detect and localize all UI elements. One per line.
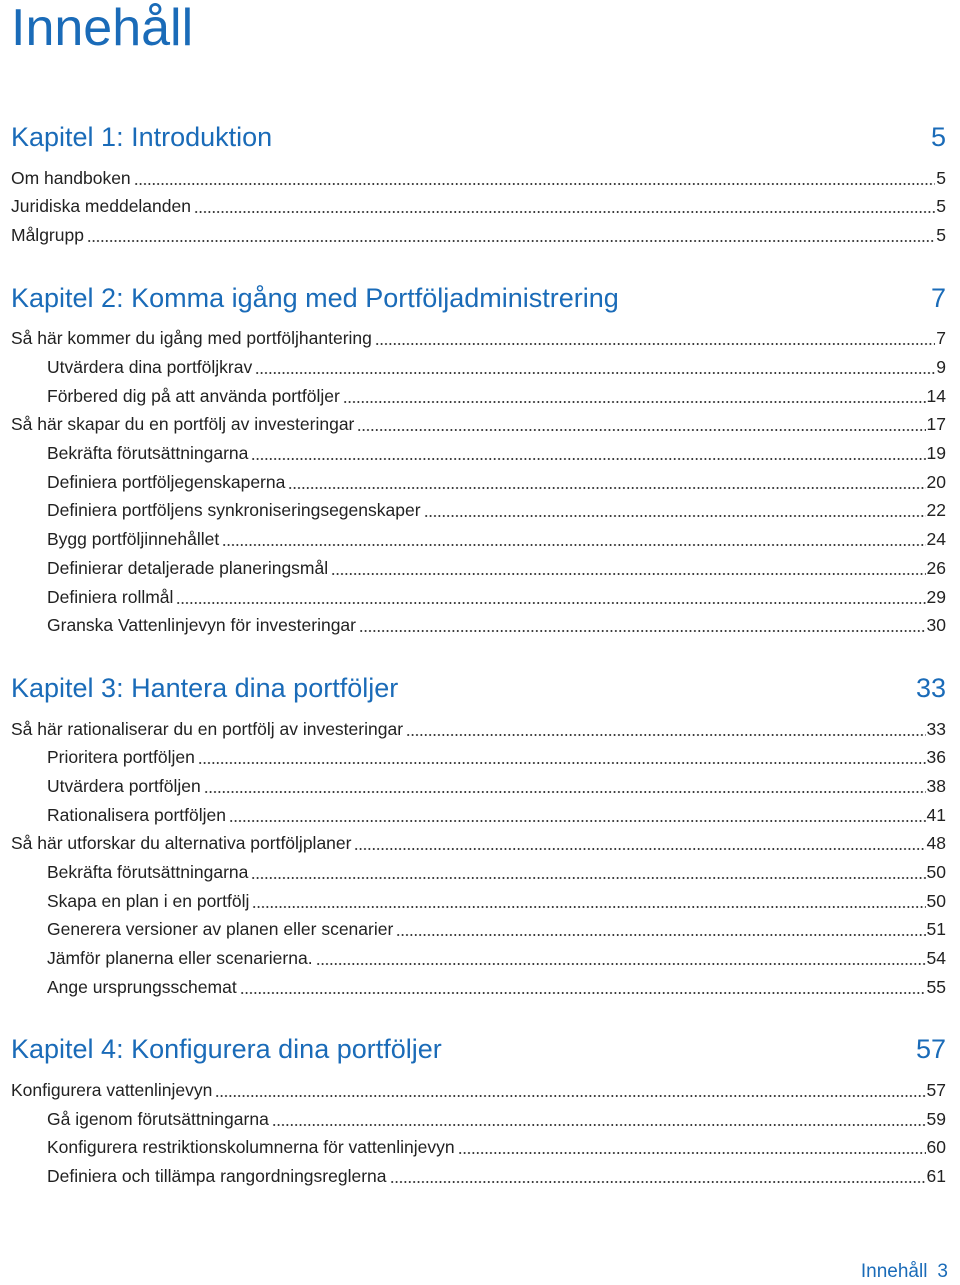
chapter-page: 7 [930,282,946,313]
toc-entry-page: 24 [926,529,946,550]
chapter-section-4 [11,1032,946,1190]
toc-entry[interactable] [11,410,946,439]
toc-entry-page: 33 [926,718,946,739]
toc-entry-label: Prioritera portföljen [47,747,195,768]
dot-leader [251,877,925,879]
chapter-title: Kapitel 3: Hantera dina portföljer [11,672,399,703]
toc-entry-label: Utvärdera portföljen [47,775,201,796]
chapter-title: Kapitel 1: Introduktion [11,122,273,152]
dot-leader [240,992,926,994]
toc-subentry[interactable] [11,496,946,525]
toc-entry[interactable] [11,715,946,744]
chapter-section-1 [11,120,946,250]
toc-subentry[interactable] [11,743,946,772]
dot-leader [375,343,935,345]
dot-leader [288,487,925,489]
toc-entry-label: Så här skapar du en portfölj av investeringar [11,414,355,435]
toc-entry-page: 19 [926,443,946,464]
toc-subentry[interactable] [11,583,946,612]
dot-leader [222,544,925,546]
toc-entry-label: Utvärdera dina portföljkrav [47,357,253,378]
toc-entry-label: Definiera och tillämpa rangordningsreglerna [47,1166,387,1187]
dot-leader [134,183,936,185]
toc-entry-label: Generera versioner av planen eller scenarier [47,919,394,940]
toc-entry-label: Jämför planerna eller scenarierna. [47,948,313,969]
toc-entry-page: 51 [926,919,946,940]
toc-entry-label: Definiera portföljegenskaperna [47,471,286,492]
dot-leader [359,630,926,632]
toc-entry[interactable] [11,221,946,250]
toc-entry-page: 22 [926,500,946,521]
dot-leader [343,401,926,403]
dot-leader [252,906,925,908]
toc-entry-label: Granska Vattenlinjevyn för investeringar [47,615,356,636]
toc-subentry[interactable] [11,915,946,944]
toc-entry-label: Så här rationaliserar du en portfölj av investeringar [11,718,404,739]
toc-subentry[interactable] [11,1133,946,1162]
chapter-section-2 [11,281,946,640]
dot-leader [331,573,925,575]
dot-leader [198,762,926,764]
toc-entry-label: Konfigurera restriktionskolumnerna för vattenlinjevyn [47,1137,455,1158]
toc-entry-page: 7 [936,328,946,349]
dot-leader [396,934,925,936]
dot-leader [251,458,925,460]
toc-entry[interactable] [11,1076,946,1105]
dot-leader [458,1152,926,1154]
chapter-heading-3[interactable] [11,671,946,705]
toc-subentry[interactable] [11,353,946,382]
toc-subentry[interactable] [11,468,946,497]
dot-leader [390,1181,926,1183]
chapter-heading-4[interactable] [11,1032,946,1066]
toc-entry-page: 55 [926,976,946,997]
dot-leader [424,515,926,517]
toc-entry-label: Så här kommer du igång med portföljhantering [11,328,372,349]
toc-subentry[interactable] [11,858,946,887]
toc-entry-page: 54 [926,948,946,969]
chapter-title: Kapitel 4: Konfigurera dina portföljer [11,1034,442,1065]
dot-leader [194,211,935,213]
toc-entry-page: 26 [926,557,946,578]
toc-entry-page: 29 [926,586,946,607]
chapter-page: 5 [930,122,946,152]
dot-leader [215,1095,925,1097]
toc-entry-label: Bekräfta förutsättningarna [47,443,249,464]
chapter-heading-2[interactable] [11,281,946,315]
dot-leader [176,602,925,604]
page-footer [861,1260,948,1284]
toc-entry-label: Rationalisera portföljen [47,804,226,825]
toc-subentry[interactable] [11,944,946,973]
dot-leader [354,848,925,850]
toc-entry-page: 5 [936,196,946,217]
toc-entry-page: 50 [926,890,946,911]
toc-subentry[interactable] [11,887,946,916]
toc-entry-page: 9 [936,357,946,378]
toc-entry-label: Ange ursprungsschemat [47,976,237,997]
toc-subentry[interactable] [11,382,946,411]
toc-subentry[interactable] [11,973,946,1002]
toc-subentry[interactable] [11,772,946,801]
toc-entry-page: 38 [926,775,946,796]
chapter-heading-1[interactable] [11,120,946,154]
toc-entry-label: Bygg portföljinnehållet [47,529,220,550]
toc-entry-page: 57 [926,1080,946,1101]
toc-subentry[interactable] [11,801,946,830]
footer-label: Innehåll [860,1261,928,1282]
toc-entry-page: 48 [926,833,946,854]
dot-leader [357,429,925,431]
toc-subentry[interactable] [11,1162,946,1191]
chapter-page: 57 [915,1034,946,1065]
toc-entry-page: 61 [926,1166,946,1187]
toc-entry-label: Bekräfta förutsättningarna [47,861,249,882]
dot-leader [255,372,935,374]
chapter-title: Kapitel 2: Komma igång med Portföljadministrering [11,282,619,313]
dot-leader [406,734,926,736]
toc-entry-page: 20 [926,471,946,492]
toc-entry[interactable] [11,829,946,858]
toc-entry-label: Skapa en plan i en portfölj [47,890,250,911]
dot-leader [87,240,935,242]
toc-entry-label: Målgrupp [11,225,84,246]
footer-page-number: 3 [937,1261,948,1282]
toc-entry[interactable] [11,164,946,193]
toc-subentry[interactable] [11,439,946,468]
toc-entry-page: 5 [936,225,946,246]
dot-leader [272,1124,926,1126]
chapter-section-3 [11,671,946,1002]
toc-entry-label: Definierar detaljerade planeringsmål [47,557,329,578]
toc-entry[interactable] [11,324,946,353]
toc-subentry[interactable] [11,554,946,583]
toc-entry-label: Definiera portföljens synkroniseringsegenskaper [47,500,421,521]
page-title: Innehåll [11,0,194,57]
toc-entry-page: 30 [926,615,946,636]
dot-leader [204,791,926,793]
toc-entry-label: Definiera rollmål [47,586,174,607]
toc-entry-label: Om handboken [11,167,131,188]
toc-entry-page: 36 [926,747,946,768]
toc-entry-page: 14 [926,385,946,406]
toc-entry-page: 60 [926,1137,946,1158]
toc-entry-page: 17 [926,414,946,435]
toc-entry-label: Gå igenom förutsättningarna [47,1108,269,1129]
toc-entry[interactable] [11,192,946,221]
dot-leader [316,963,926,965]
toc-page [11,0,946,1191]
toc-entry-label: Juridiska meddelanden [11,196,191,217]
toc-entry-page: 5 [936,167,946,188]
dot-leader [229,820,926,822]
toc-entry-page: 59 [926,1108,946,1129]
toc-entry-label: Förbered dig på att använda portföljer [47,385,340,406]
toc-subentry[interactable] [11,525,946,554]
toc-subentry[interactable] [11,611,946,640]
toc-entry-label: Så här utforskar du alternativa portföljplaner [11,833,352,854]
toc-entry-page: 50 [926,861,946,882]
toc-entry-label: Konfigurera vattenlinjevyn [11,1080,213,1101]
toc-entry-page: 41 [926,804,946,825]
chapter-page: 33 [915,672,946,703]
toc-subentry[interactable] [11,1105,946,1134]
